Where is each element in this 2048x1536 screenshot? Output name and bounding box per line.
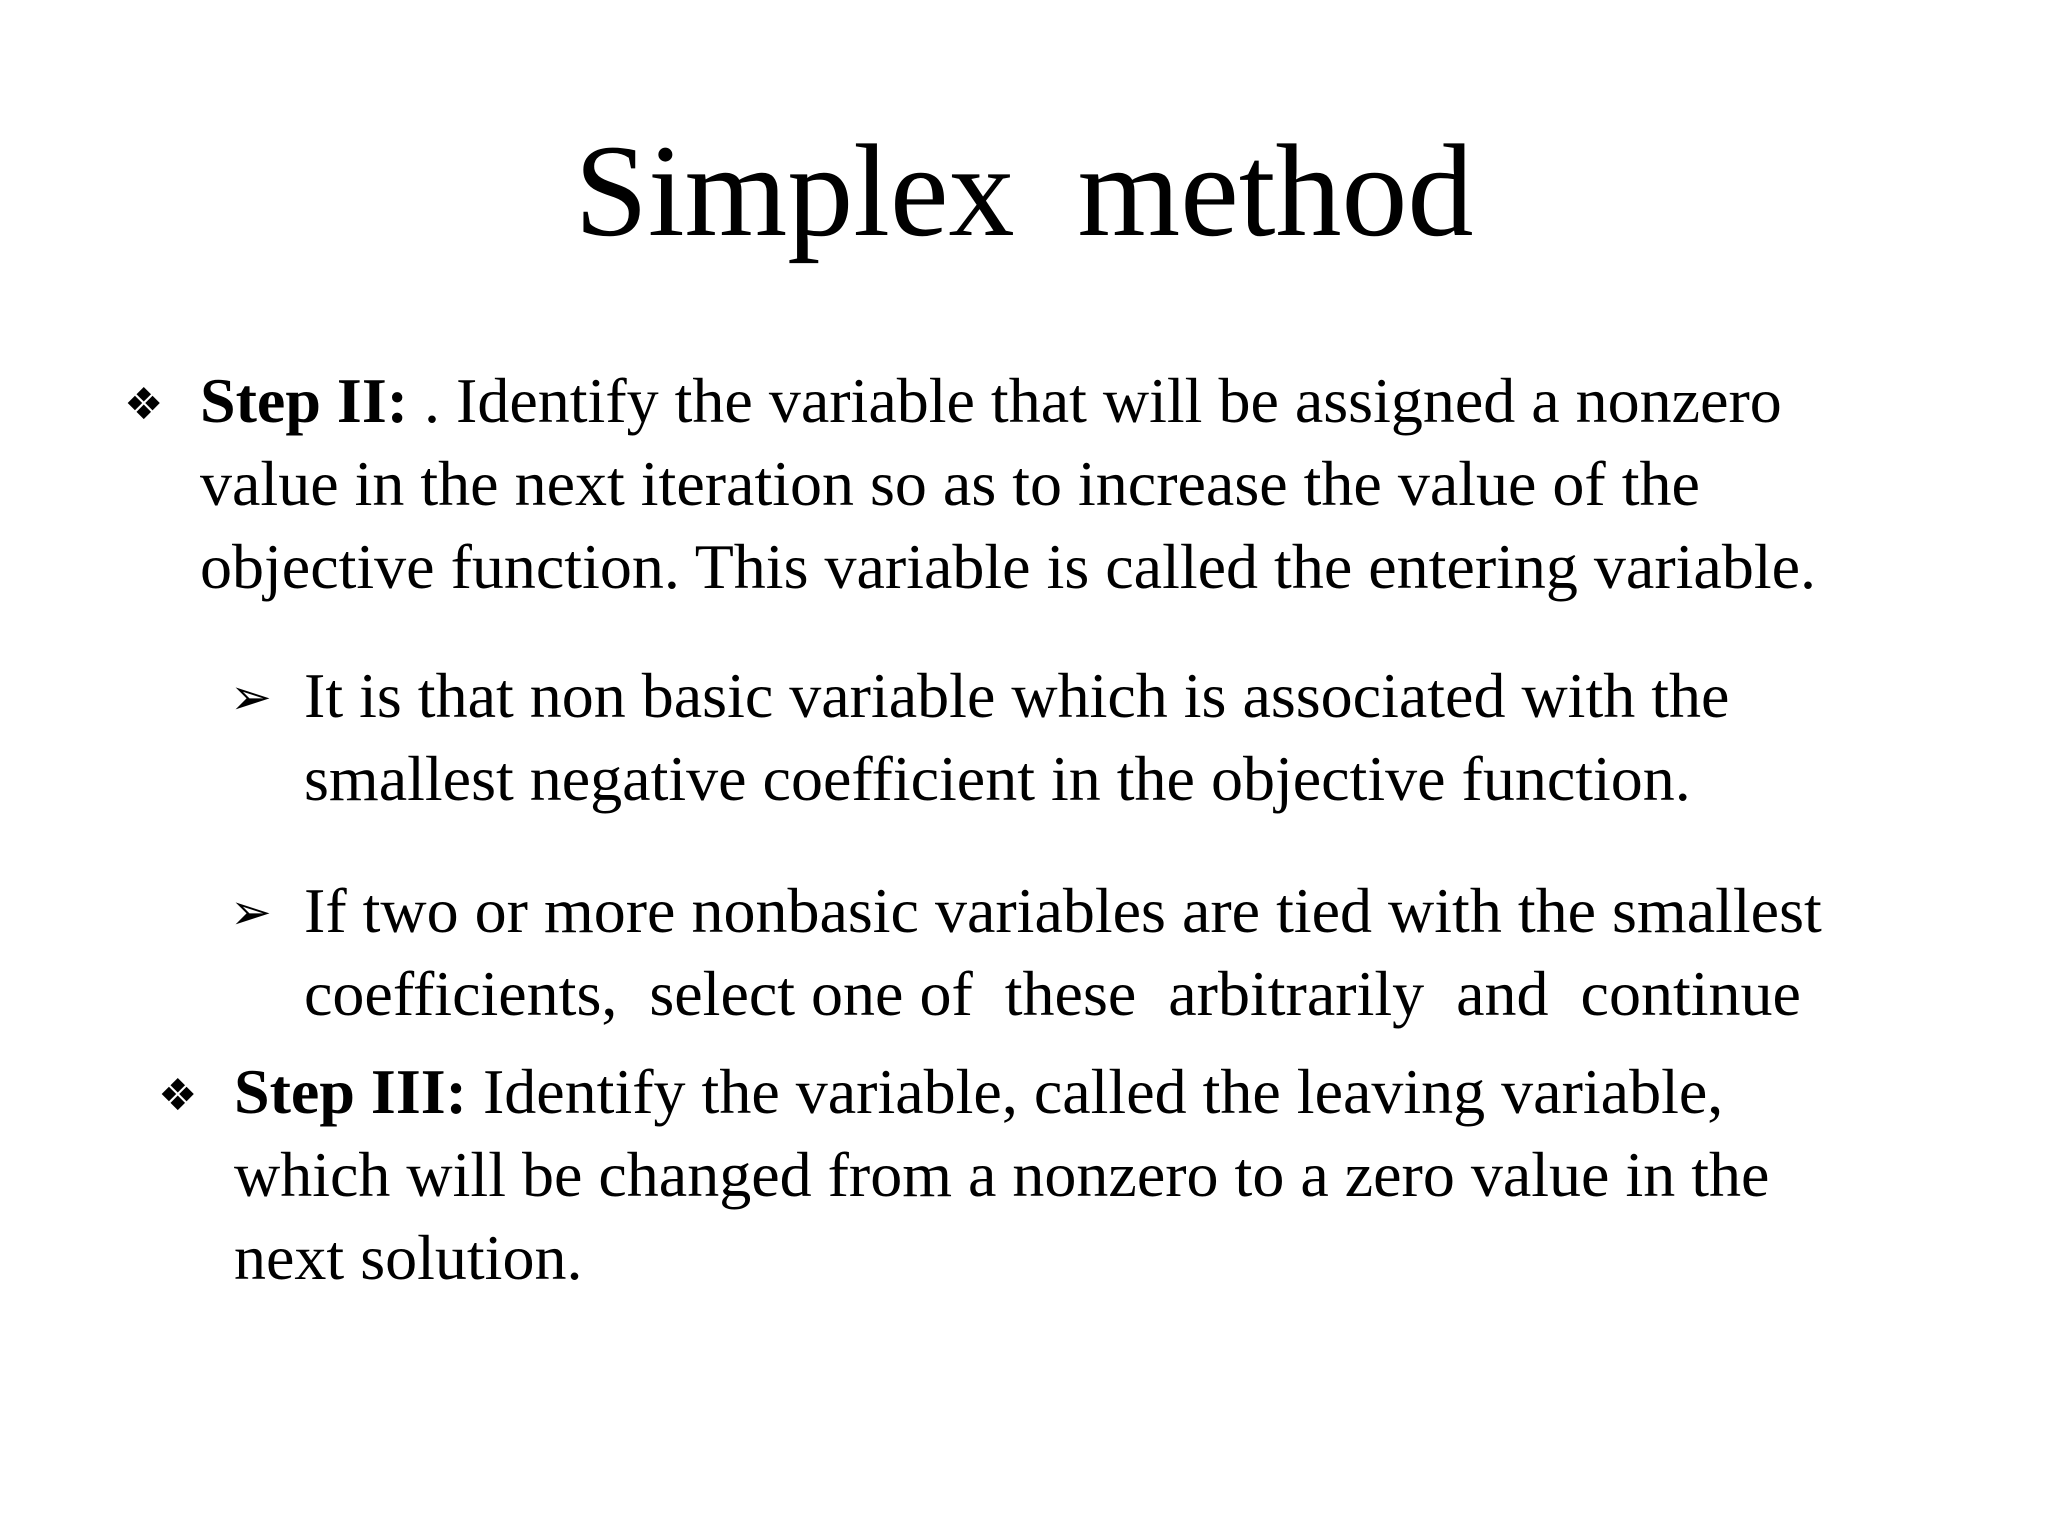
step-2-line-3: objective function. This variable is called the entering variable. [200, 531, 1816, 602]
sub-bullet-1-line-1: It is that non basic variable which is associated with the [304, 660, 1730, 731]
step-2-bullet [0, 359, 2048, 619]
sub-bullet-2-line-1: If two or more nonbasic variables are tied with the smallest [304, 875, 1822, 946]
step-2-text [200, 359, 1816, 608]
step-3-line-2: which will be changed from a nonzero to a zero value in the [234, 1139, 1770, 1210]
arrowhead-bullet-icon: ➢ [230, 668, 272, 726]
sub-bullet-2-line-2: coefficients, select one of these arbitrarily and continue [304, 958, 1801, 1029]
slide-title: Simplex method [574, 117, 1474, 264]
sub-bullet-2 [0, 869, 2048, 1039]
step-2-label: Step II: [200, 365, 409, 436]
sub-bullet-1-text [304, 654, 1729, 820]
step-3-text [234, 1050, 1769, 1299]
step-2-line-1: Step II: . Identify the variable that will be assigned a nonzero [200, 365, 1782, 436]
sub-bullet-1 [0, 654, 2048, 824]
step-3-bullet [0, 1050, 2048, 1310]
step-3-label: Step III: [234, 1056, 467, 1127]
diamond-bullet-icon: ❖ [124, 379, 164, 430]
step-2-line-2: value in the next iteration so as to increase the value of the [200, 448, 1700, 519]
sub-bullet-2-text [304, 869, 1822, 1035]
diamond-bullet-icon: ❖ [158, 1070, 198, 1121]
step-3-line-1: Step III: Identify the variable, called the leaving variable, [234, 1056, 1724, 1127]
step-3-line-3: next solution. [234, 1222, 583, 1293]
sub-bullet-1-line-2: smallest negative coefficient in the objective function. [304, 743, 1691, 814]
arrowhead-bullet-icon: ➢ [230, 883, 272, 941]
